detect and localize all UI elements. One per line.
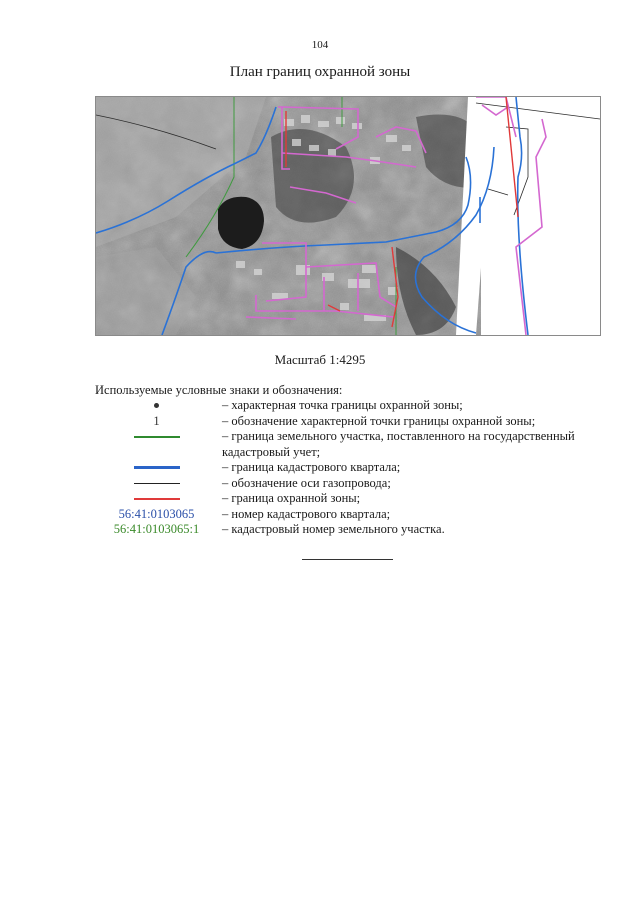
legend-symbol [95,491,218,507]
aerial-map [96,97,600,335]
legend-row [95,476,605,492]
red-line-icon [134,498,180,500]
legend-row [95,460,605,476]
legend-symbol [95,460,218,476]
legend-symbol [95,398,218,414]
legend-symbol [95,429,218,445]
legend-text: – обозначение характерной точки границы охранной зоны; [222,413,536,428]
boundary-point-icon [154,403,159,408]
legend-row [95,507,605,523]
legend-row [95,429,605,460]
legend-symbol [95,476,218,492]
green-line-icon [134,436,180,438]
legend-symbol [95,522,218,538]
page-title: План границ охранной зоны [229,64,411,80]
end-divider [302,559,393,560]
legend-text: – граница кадастрового квартала; [222,460,401,474]
legend-text: – обозначение оси газопровода; [222,475,391,490]
legend-symbol [95,414,218,430]
legend-heading: Используемые условные знаки и обозначения: [95,383,343,397]
cadastral-block-number: 56:41:0103065 [118,506,195,521]
legend-text: – граница охранной зоны; [222,491,361,505]
legend-text: – характерная точка границы охранной зоны; [222,398,463,412]
map-image [95,96,601,336]
legend-text: – номер кадастрового квартала; [222,506,391,521]
legend-symbol [95,507,218,523]
legend-text: – граница земельного участка, поставленного на государственный кадастровый учет; [222,429,575,459]
page-number: 104 [311,39,329,51]
legend-row [95,522,605,538]
legend-row [95,398,605,414]
blue-line-icon [134,466,180,469]
legend [95,398,605,538]
cadastral-plot-number: 56:41:0103065:1 [113,522,200,536]
legend-row [95,491,605,507]
black-line-icon [134,483,180,484]
legend-text: – кадастровый номер земельного участка. [222,522,445,536]
map-scale: Масштаб 1:4295 [274,352,366,367]
point-number-label: 1 [153,413,160,428]
legend-row [95,414,605,430]
